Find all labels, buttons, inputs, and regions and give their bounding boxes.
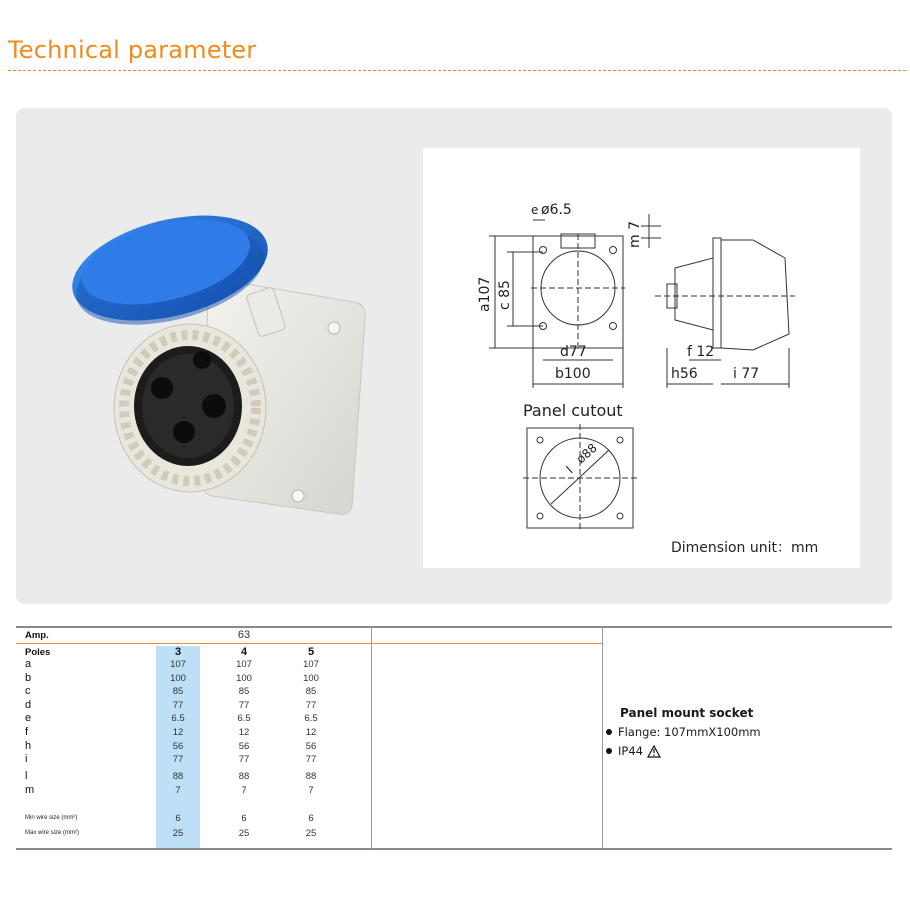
dim-d: d77	[560, 344, 587, 360]
row-label: a	[25, 658, 32, 670]
table-cell: 25	[238, 828, 250, 839]
table-cell: 85	[172, 686, 184, 697]
row-label: f	[25, 726, 29, 738]
table-cell: 85	[305, 686, 317, 697]
table-cell: 25	[305, 828, 317, 839]
table-bottom-rule	[16, 848, 892, 850]
table-cell: 56	[305, 741, 317, 752]
dimension-drawing	[423, 148, 860, 568]
title-divider	[8, 70, 906, 71]
table-cell: 6	[308, 813, 314, 824]
row-label: Min wire size (mm²)	[25, 815, 78, 821]
table-cell: 6	[241, 813, 247, 824]
table-cell: 25	[172, 828, 184, 839]
description-title: Panel mount socket	[620, 706, 754, 720]
description-item	[606, 744, 761, 758]
table-divider-1	[371, 626, 372, 849]
table-cell: 107	[303, 659, 319, 670]
table-cell: 12	[172, 727, 184, 738]
dim-f: f 12	[687, 344, 715, 360]
table-cell: 77	[238, 754, 250, 765]
dim-m: m 7	[627, 221, 643, 248]
poles-3: 3	[174, 646, 182, 658]
poles-label: Poles	[25, 647, 51, 658]
row-label: d	[25, 699, 32, 711]
row-label: h	[25, 740, 32, 752]
dimension-unit: Dimension unit：mm	[671, 540, 819, 556]
table-cell: 77	[305, 754, 317, 765]
dim-l-value: ø88	[573, 440, 600, 467]
amp-label: Amp.	[25, 630, 49, 641]
table-cell: 85	[238, 686, 250, 697]
dim-c: c 85	[497, 280, 513, 310]
page-title: Technical parameter	[8, 36, 257, 64]
row-label: Max wire size (mm²)	[25, 830, 79, 836]
dim-a: a107	[477, 276, 493, 312]
table-cell: 12	[305, 727, 317, 738]
table-cell: 77	[172, 754, 184, 765]
dim-e-value: ø6.5	[541, 202, 572, 218]
table-cell: 77	[172, 700, 184, 711]
description-item-text: IP44	[618, 744, 643, 758]
table-cell: 56	[172, 741, 184, 752]
table-cell: 107	[236, 659, 252, 670]
poles-4: 4	[240, 646, 248, 658]
bullet-icon	[606, 729, 612, 735]
row-label: l	[25, 770, 28, 782]
table-cell: 100	[170, 673, 186, 684]
row-label: i	[25, 753, 28, 765]
description-item-text: Flange: 107mmX100mm	[618, 725, 761, 739]
table-cell: 88	[172, 771, 184, 782]
table-cell: 100	[303, 673, 319, 684]
table-cell: 100	[236, 673, 252, 684]
table-cell: 6.5	[304, 713, 318, 724]
table-header-rule	[16, 643, 602, 644]
table-cell: 12	[238, 727, 250, 738]
amp-value: 63	[237, 629, 251, 641]
dim-e-label: e	[531, 203, 539, 217]
row-label: b	[25, 672, 32, 684]
product-image	[62, 210, 372, 540]
table-cell: 7	[175, 785, 181, 796]
table-cell: 107	[170, 659, 186, 670]
row-label: m	[25, 784, 35, 796]
table-cell: 77	[238, 700, 250, 711]
dim-h: h56	[671, 366, 698, 382]
table-cell: 88	[305, 771, 317, 782]
row-label: e	[25, 712, 32, 724]
table-cell: 88	[238, 771, 250, 782]
table-cell: 56	[238, 741, 250, 752]
product-description	[606, 706, 761, 758]
table-cell: 6.5	[237, 713, 251, 724]
bullet-icon	[606, 748, 612, 754]
table-cell: 77	[305, 700, 317, 711]
side-view-body	[713, 238, 721, 348]
table-cell: 6.5	[171, 713, 185, 724]
table-cell: 7	[241, 785, 247, 796]
table-divider-2	[602, 626, 603, 849]
row-label: c	[25, 685, 31, 697]
table-top-rule	[16, 626, 892, 628]
dim-b: b100	[555, 366, 591, 382]
warning-triangle-icon	[647, 745, 661, 758]
poles-5: 5	[307, 646, 315, 658]
description-item	[606, 725, 761, 739]
panel-cutout-title: Panel cutout	[523, 401, 623, 420]
dim-i: i 77	[733, 366, 760, 382]
table-cell: 6	[175, 813, 181, 824]
dim-l: l	[563, 463, 576, 477]
table-cell: 7	[308, 785, 314, 796]
